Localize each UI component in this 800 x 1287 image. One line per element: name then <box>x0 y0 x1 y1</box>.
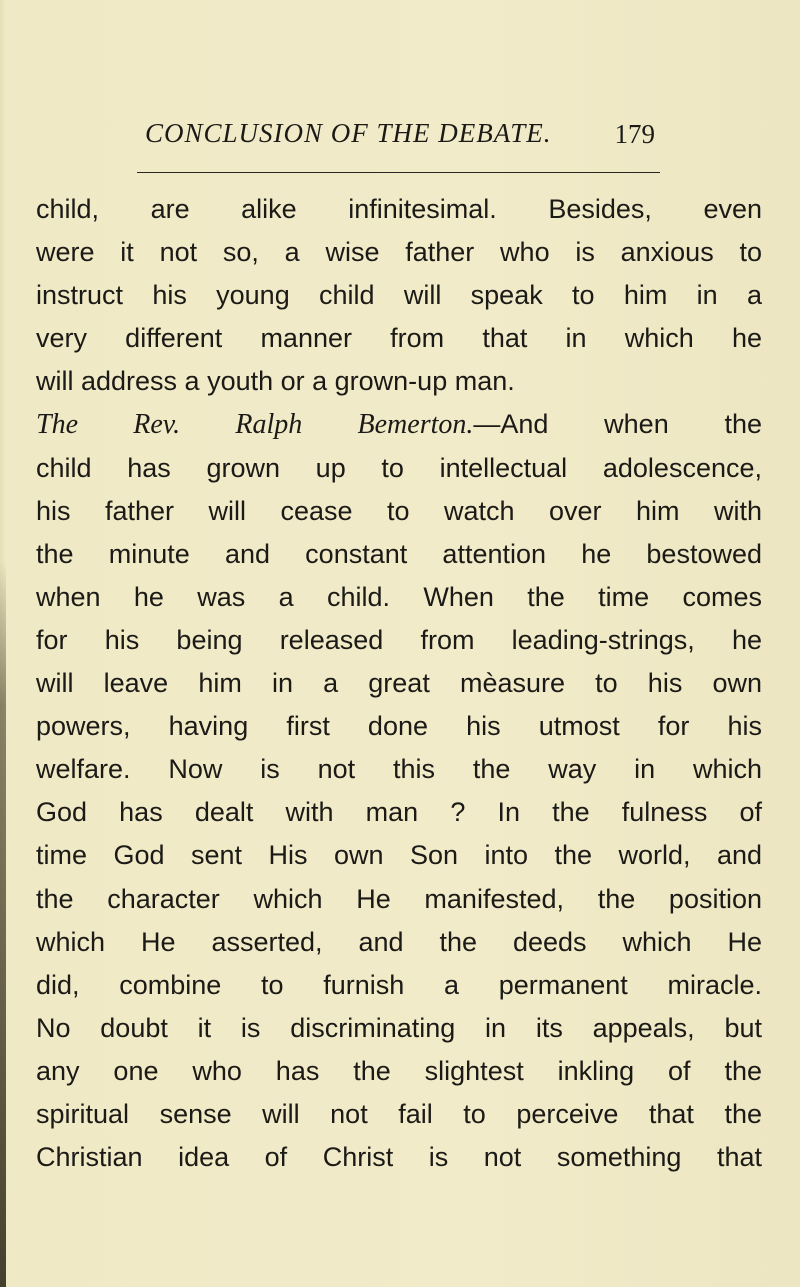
text-line: did, combine to furnish a permanent miracle. <box>36 969 762 1000</box>
text-line: Christian idea of Christ is not something that <box>36 1142 762 1173</box>
text-line: the character which He manifested, the position <box>36 883 762 914</box>
text-line: instruct his young child will speak to him in a <box>36 280 762 311</box>
text-line: his father will cease to watch over him with <box>36 495 762 526</box>
text-line: No doubt it is discriminating in its appeals, but <box>36 1012 762 1043</box>
page-edge-shadow <box>0 560 6 1287</box>
text-line: for his being released from leading-strings, he <box>36 624 762 655</box>
page-number: 179 <box>614 119 655 149</box>
text-line: the minute and constant attention he bestowed <box>36 538 762 569</box>
text-line: when he was a child. When the time comes <box>36 581 762 612</box>
header-rule <box>137 172 660 173</box>
body-text <box>36 188 762 1179</box>
text-line: will leave him in a great mèasure to his own <box>36 668 762 699</box>
text-line: spiritual sense will not fail to perceive that the <box>36 1098 762 1129</box>
speaker-line <box>36 403 762 446</box>
text-line: welfare. Now is not this the way in which <box>36 754 762 785</box>
text-line: time God sent His own Son into the world, and <box>36 840 762 871</box>
text-line: were it not so, a wise father who is anxious to <box>36 237 762 268</box>
running-title: CONCLUSION OF THE DEBATE. <box>145 118 552 148</box>
speaker-line-text: —And when the <box>473 409 762 440</box>
text-line: will address a youth or a grown-up man. <box>36 366 515 397</box>
speaker-name: The Rev. Ralph Bemerton. <box>36 409 474 441</box>
text-line: child, are alike infinitesimal. Besides, even <box>36 194 762 224</box>
running-head <box>140 118 660 158</box>
text-line: God has dealt with man ? In the fulness of <box>36 797 762 828</box>
text-line: any one who has the slightest inkling of the <box>36 1055 762 1086</box>
text-line: very different manner from that in which he <box>36 323 762 354</box>
text-line: child has grown up to intellectual adolescence, <box>36 452 762 483</box>
text-line: powers, having first done his utmost for his <box>36 711 762 742</box>
text-line: which He asserted, and the deeds which He <box>36 926 762 957</box>
